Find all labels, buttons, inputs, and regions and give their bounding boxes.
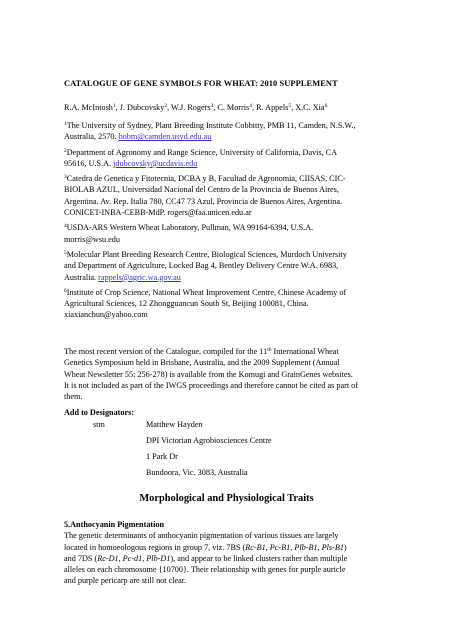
affiliation-line: xiaxianchun@yahoo.com xyxy=(64,310,148,320)
affiliation-line: Australia. xyxy=(64,272,97,282)
designator-line: Bundoora, Vic. 3083, Australia xyxy=(146,468,248,477)
section-title: Morphological and Physiological Traits xyxy=(139,493,314,504)
affiliation-line: Molecular Plant Breeding Research Centre, Biological Sciences, Murdoch University xyxy=(66,249,347,259)
author-name: R.A. McIntosh xyxy=(64,103,113,112)
author-list xyxy=(64,103,394,112)
document-title: CATALOGUE OF GENE SYMBOLS FOR WHEAT: 2010 SUPPLEMENT xyxy=(64,79,338,88)
body-line: located in homoeologous regions in group 7, viz. 7BS ( xyxy=(64,542,246,552)
body-line: and purple pericarp are still not clear. xyxy=(64,576,187,586)
affiliation-mark: 4 xyxy=(64,223,67,230)
author-name: R. Appels xyxy=(256,103,289,112)
affiliation xyxy=(64,249,394,283)
affiliation-line: Australia, 2570. xyxy=(64,132,117,142)
affiliation-line: Catedra de Genetica y Fitotecnia, DCBA y B, Facultad de Agronomia, CIISAS, CIC- xyxy=(66,174,346,184)
author-name: C. Morris xyxy=(217,103,250,112)
body-line: The genetic determinants of anthocyanin pigmentation of various tissues are largely xyxy=(64,531,339,541)
intro-line: It is not included as part of the IWGS proceedings and therefore cannot be cited as part of xyxy=(64,380,358,390)
affiliation-line: Agricultural Sciences, 12 Zhongguancun South St, Beijing 100081, China. xyxy=(64,299,309,309)
author-affiliation-mark: 5 xyxy=(288,103,292,109)
designator-line: 1 Park Dr xyxy=(146,452,178,461)
affiliation xyxy=(64,287,394,321)
author-name: W.J. Rogers xyxy=(171,103,211,112)
affiliation-line: BIOLAB AZUL, Universidad Nacional del Centro de la Provincia de Buenos Aires, xyxy=(64,185,339,195)
body-line: alleles on each chromosome {10700}. Their relationship with genes for purple auricle xyxy=(64,565,346,575)
intro-superscript: th xyxy=(267,347,272,353)
intro-line: Wheat Newsletter 55: 256-278) is available from the Komugi and GrainGenes websites. xyxy=(64,369,353,379)
designators-heading: Add to Designators: xyxy=(64,408,135,417)
author-separator: , xyxy=(251,103,257,112)
author-separator: , xyxy=(115,103,120,112)
author-name: X.C. Xia xyxy=(295,103,325,112)
email-link[interactable]: bobm@camden.usyd.edu.au xyxy=(118,132,212,142)
affiliation xyxy=(64,147,394,170)
author-affiliation-mark: 6 xyxy=(324,103,328,109)
affiliations xyxy=(64,120,394,321)
body-line: ), and appear to be linked clusters rather than multiple xyxy=(170,553,348,563)
affiliation-mark: 2 xyxy=(64,147,67,154)
intro-line: The most recent version of the Catalogue, compiled for the 11 xyxy=(64,347,268,356)
affiliation-line: morris@wsu.edu xyxy=(64,234,120,244)
affiliation xyxy=(64,120,394,143)
subsection-heading: 5.Anthocyanin Pigmentation xyxy=(64,520,165,529)
gene-symbols: Rc-D1, Pc-d1, Plb-D1 xyxy=(97,553,171,563)
designator-line: Matthew Hayden xyxy=(146,420,203,429)
affiliation-mark: 5 xyxy=(64,249,67,256)
affiliation-mark: 6 xyxy=(64,287,67,294)
affiliation-line: The University of Sydney, Plant Breeding Institute Cobbitty, PMB 11, Camden, N.S.W., xyxy=(66,121,356,130)
author-affiliation-mark: 3 xyxy=(210,103,214,109)
affiliation-line: USDA-ARS Western Wheat Laboratory, Pullman, WA 99164-6394, U.S.A. xyxy=(66,223,314,233)
author-separator: , xyxy=(291,103,296,112)
intro-paragraph xyxy=(64,346,396,402)
author-affiliation-mark: 4 xyxy=(249,103,252,109)
author-name: J. Dubcovsky xyxy=(119,103,165,112)
author-separator: , xyxy=(213,103,218,112)
intro-line: them. xyxy=(64,392,83,402)
email-link[interactable]: rappels@agric.wa.gov.au xyxy=(98,272,181,282)
affiliation xyxy=(64,173,394,218)
affiliation xyxy=(64,222,394,245)
author-separator: , xyxy=(167,103,172,112)
intro-line: International Wheat xyxy=(271,347,339,356)
affiliation-mark: 3 xyxy=(64,174,67,181)
anthocyanin-section xyxy=(64,519,404,587)
designator-code: stm xyxy=(93,420,105,429)
affiliation-line: Argentina. Av. Rep. Italia 780, CC47 73 Azul, Provincia de Buenos Aires, Argentina. xyxy=(64,196,343,206)
intro-line: Genetics Symposium held in Brisbane, Australia, and the 2009 Supplement (Annual xyxy=(64,358,340,368)
affiliation-mark: 1 xyxy=(64,121,67,127)
affiliation-line: and Department of Agriculture, Locked Bag 4, Bentley Delivery Centre W.A. 6983, xyxy=(64,261,339,271)
affiliation-line: Institute of Crop Science, National Wheat Improvement Centre, Chinese Academy of xyxy=(66,287,347,297)
body-line: ) xyxy=(343,542,347,552)
email-link[interactable]: jdubcovsky@ucdavis.edu xyxy=(113,158,198,168)
affiliation-line: Department of Agronomy and Range Science, University of California, Davis, CA xyxy=(66,147,338,157)
designator-line: DPI Victorian Agrobiosciences Centre xyxy=(146,436,272,445)
author-affiliation-mark: 2 xyxy=(164,103,168,109)
affiliation-line: CONICET-INBA-CEBB-MdP. rogers@faa.unicen.edu.ar xyxy=(64,208,252,218)
body-line: and 7DS ( xyxy=(64,553,98,563)
gene-symbols: Rc-B1, Pc-B1, Plb-B1, Pls-B1 xyxy=(245,542,344,552)
author-affiliation-mark: 1 xyxy=(112,103,116,109)
affiliation-line: 95616, U.S.A. xyxy=(64,158,112,168)
